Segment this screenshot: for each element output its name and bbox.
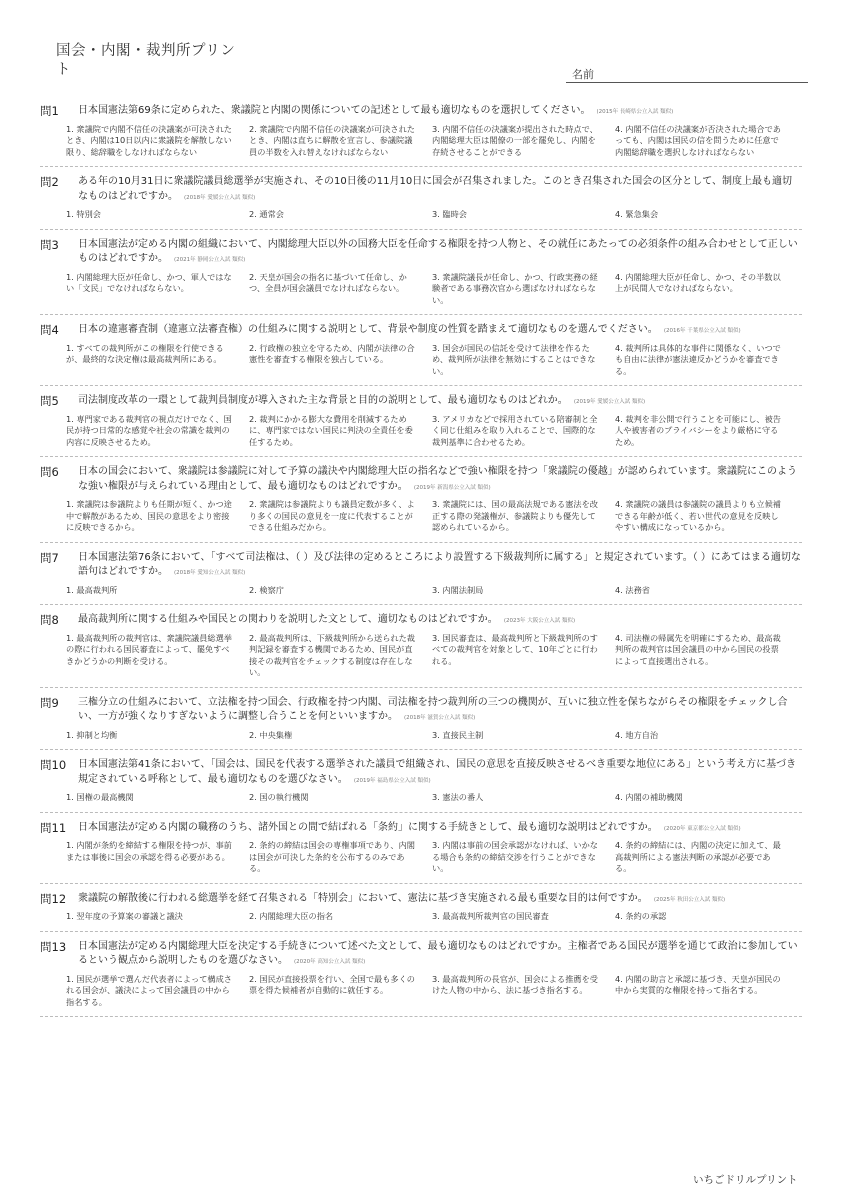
name-field[interactable] bbox=[566, 63, 808, 83]
footer-brand: いちごドリルプリント bbox=[693, 1174, 798, 1186]
answer-choices bbox=[66, 840, 802, 875]
answer-choices bbox=[66, 911, 802, 923]
question-source: (2019年 新潟県公立入試 類似) bbox=[413, 484, 491, 491]
question-number: 問3 bbox=[40, 237, 59, 252]
answer-choice-1[interactable]: 1. 内閣総理大臣が任命し、かつ、軍人ではない「文民」でなければならない。 bbox=[66, 271, 232, 293]
question-header bbox=[40, 238, 802, 268]
question-number: 問6 bbox=[40, 465, 59, 479]
answer-choice-2[interactable]: 2. 国民が直接投票を行い、全国で最も多くの票を得た候補者が自動的に就任する。 bbox=[249, 973, 415, 995]
answer-choice-3[interactable]: 3. 衆議院議長が任命し、かつ、行政実務の経験者である事務次官から選ばなければならない。 bbox=[432, 271, 598, 305]
answer-choice-1[interactable]: 1. 特別会 bbox=[66, 209, 101, 219]
question-header bbox=[40, 394, 802, 410]
question-source: (2021年 静岡公立入試 類似) bbox=[174, 257, 246, 263]
question-text: 日本の違憲審査制（違憲立法審査権）の仕組みに関する説明として、背景や制度の性質を踏まえて適切なものを選んでください。 bbox=[78, 324, 658, 335]
answer-choice-3[interactable]: 3. 最高裁判所の長官が、国会による推薦を受けた人物の中から、法に基づき指名する。 bbox=[432, 973, 598, 995]
answer-choice-1[interactable]: 1. 翌年度の予算案の審議と議決 bbox=[66, 911, 183, 921]
question-text: 日本国憲法第76条において、「すべて司法権は、（ ）及び法律の定めるところにより設置する下級裁判所に属する」と規定されています。（ ）にあてはまる適切な語句はどれですか。 bbox=[78, 551, 801, 577]
question-header bbox=[40, 940, 802, 970]
question-number: 問10 bbox=[40, 758, 67, 772]
question-number: 問11 bbox=[40, 820, 67, 835]
answer-choices bbox=[66, 633, 802, 679]
question-text: 三権分立の仕組みにおいて、立法権を持つ国会、行政権を持つ内閣、司法権を持つ裁判所の三つの機関が、互いに独立性を保ちながらその権限をチェックし合い、一方が強くなりすぎないように調整し合うことを何といいますか。 bbox=[78, 696, 788, 722]
question-1 bbox=[40, 104, 802, 167]
answer-choice-4[interactable]: 4. 緊急集会 bbox=[615, 209, 659, 219]
question-text-wrap bbox=[78, 940, 802, 970]
question-text: 最高裁判所に関する仕組みや国民との関わりを説明した文として、適切なものはどれですか。 bbox=[78, 614, 498, 625]
question-number: 問13 bbox=[40, 939, 67, 954]
question-2 bbox=[40, 175, 802, 230]
answer-choice-3[interactable]: 3. 憲法の番人 bbox=[432, 792, 484, 802]
question-source: (2020年 高知公立入試 類似) bbox=[294, 959, 366, 965]
question-number: 問1 bbox=[40, 104, 59, 118]
question-number: 問2 bbox=[40, 175, 59, 189]
question-source: (2015年 長崎県公立入試 類似) bbox=[596, 109, 674, 115]
question-source: (2018年 滋賀公立入試 類似) bbox=[404, 715, 476, 721]
question-text-wrap bbox=[78, 551, 802, 581]
answer-choice-4[interactable]: 4. 内閣総理大臣が任命し、かつ、その半数以上が民間人でなければならない。 bbox=[615, 271, 781, 293]
answer-choice-4[interactable]: 4. 法務省 bbox=[615, 584, 650, 595]
answer-choices bbox=[66, 792, 802, 804]
question-8 bbox=[40, 613, 802, 688]
question-header bbox=[40, 758, 802, 788]
question-header bbox=[40, 613, 802, 629]
question-number: 問4 bbox=[40, 323, 59, 337]
question-number: 問9 bbox=[40, 695, 59, 710]
question-source: (2023年 大阪公立入試 類似) bbox=[503, 618, 576, 624]
answer-choice-2[interactable]: 2. 最高裁判所は、下級裁判所から送られた裁判記録を審査する機関であるため、国民が直接その裁判官をチェックする制度は存在しない。 bbox=[249, 632, 415, 677]
answer-choice-2[interactable]: 2. 裁判にかかる膨大な費用を削減するために、専門家ではない国民に判決の全責任を委任するため。 bbox=[249, 413, 413, 447]
question-number: 問7 bbox=[40, 550, 59, 565]
answer-choices bbox=[66, 343, 802, 378]
question-10 bbox=[40, 758, 802, 813]
answer-choice-4[interactable]: 4. 内閣の補助機関 bbox=[615, 792, 683, 802]
answer-choice-1[interactable]: 1. 抑制と均衡 bbox=[66, 729, 118, 740]
question-text-wrap bbox=[78, 758, 802, 788]
question-source: (2019年 愛媛公立入試 類似) bbox=[573, 399, 646, 405]
answer-choices bbox=[66, 414, 802, 449]
question-header bbox=[40, 696, 802, 726]
question-source: (2020年 東京都公立入試 類似) bbox=[663, 825, 741, 832]
question-text: 日本国憲法が定める内閣の組織において、内閣総理大臣以外の国務大臣を任命する権限を持つ人物と、その就任にあたっての必須条件の組み合わせとして正しいものはどれですか。 bbox=[78, 238, 798, 264]
question-source: (2018年 愛媛公立入試 類似) bbox=[184, 194, 256, 201]
question-text-wrap bbox=[78, 821, 802, 837]
answer-choice-2[interactable]: 2. 内閣総理大臣の指名 bbox=[249, 911, 334, 921]
question-text: ある年の10月31日に衆議院議員総選挙が実施され、その10日後の11月10日に国会が召集されました。このとき召集された国会の区分として、制度上最も適切なものはどれですか。 bbox=[78, 176, 793, 202]
answer-choices bbox=[66, 585, 802, 597]
question-11 bbox=[40, 821, 802, 884]
question-text-wrap bbox=[78, 892, 802, 908]
answer-choice-2[interactable]: 2. 通常会 bbox=[249, 209, 284, 219]
answer-choice-3[interactable]: 3. アメリカなどで採用されている陪審制と全く同じ仕組みを取り入れることで、国際的な裁判基準に合わせるため。 bbox=[432, 413, 598, 447]
answer-choice-2[interactable]: 2. 行政権の独立を守るため、内閣が法律の合憲性を審査する権限を独占している。 bbox=[249, 342, 415, 364]
answer-choice-3[interactable]: 3. 衆議院には、国の最高法規である憲法を改正する際の発議権が、参議院よりも優先して認められているから。 bbox=[432, 499, 598, 532]
question-number: 問8 bbox=[40, 613, 59, 627]
question-list bbox=[40, 104, 802, 1025]
answer-choice-1[interactable]: 1. 専門家である裁判官の視点だけでなく、国民が持つ日常的な感覚や社会の常識を裁判の内容に反映させるため。 bbox=[66, 413, 232, 447]
question-text: 日本国憲法が定める内閣の職務のうち、諸外国との間で結ばれる「条約」に関する手続きとして、最も適切な説明はどれですか。 bbox=[78, 821, 658, 833]
question-5 bbox=[40, 394, 802, 457]
question-header bbox=[40, 892, 802, 908]
answer-choice-4[interactable]: 4. 裁判所は具体的な事件に関係なく、いつでも自由に法律が憲法違反かどうかを審査できる。 bbox=[615, 342, 781, 376]
question-6 bbox=[40, 465, 802, 543]
answer-choices bbox=[66, 974, 802, 1009]
answer-choice-4[interactable]: 4. 衆議院の議員は参議院の議員よりも立候補できる年齢が低く、若い世代の意見を反映しやすい構成になっているから。 bbox=[615, 499, 781, 532]
question-text: 日本の国会において、衆議院は参議院に対して予算の議決や内閣総理大臣の指名などで強い権限を持つ「衆議院の優越」が認められています。衆議院にこのような強い権限が与えられている理由として、最も適切なものはどれですか。 bbox=[78, 466, 797, 492]
question-text-wrap bbox=[78, 465, 802, 495]
answer-choices bbox=[66, 272, 802, 307]
answer-choice-2[interactable]: 2. 条約の締結は国会の専権事項であり、内閣は国会が可決した条約を公布するのみである。 bbox=[249, 840, 415, 873]
answer-choice-4[interactable]: 4. 条約の承認 bbox=[615, 911, 667, 921]
name-label: 名前 bbox=[572, 68, 594, 81]
answer-choice-2[interactable]: 2. 検察庁 bbox=[249, 584, 284, 595]
answer-choices bbox=[66, 730, 802, 742]
question-text-wrap bbox=[78, 175, 802, 205]
answer-choice-4[interactable]: 4. 司法権の帰属先を明確にするため、最高裁判所の裁判官は国会議員の中から国民の投票によって直接選出される。 bbox=[615, 632, 781, 666]
question-text: 司法制度改革の一環として裁判員制度が導入された主な背景と目的の説明として、最も適切なものはどれか。 bbox=[78, 395, 568, 406]
answer-choice-1[interactable]: 1. 衆議院で内閣不信任の決議案が可決されたとき、内閣は10日以内に衆議院を解散しない限り、総辞職をしなければならない bbox=[66, 123, 232, 157]
question-text-wrap bbox=[78, 104, 802, 120]
answer-choice-3[interactable]: 3. 内閣法制局 bbox=[432, 584, 484, 595]
question-text-wrap bbox=[78, 394, 802, 410]
answer-choices bbox=[66, 209, 802, 221]
page-header bbox=[0, 0, 849, 100]
question-header bbox=[40, 465, 802, 495]
question-header bbox=[40, 821, 802, 837]
question-header bbox=[40, 323, 802, 339]
question-text-wrap bbox=[78, 696, 802, 726]
question-text: 日本国憲法第41条において、「国会は、国民を代表する選挙された議員で組織され、国民の意思を直接反映させるべき重要な地位にある」という考え方に基づき規定されている呼称として、最も適切なものを選びなさい。 bbox=[78, 759, 797, 785]
question-text-wrap bbox=[78, 323, 802, 339]
question-header bbox=[40, 551, 802, 581]
question-text: 日本国憲法が定める内閣総理大臣を決定する手続きについて述べた文として、最も適切なものはどれですか。主権者である国民が選挙を通じて政治に参加しているという観点から説明したものを選びなさい。 bbox=[78, 940, 798, 966]
answer-choice-3[interactable]: 3. 直接民主制 bbox=[432, 729, 484, 740]
question-3 bbox=[40, 238, 802, 316]
question-text-wrap bbox=[78, 613, 802, 629]
question-7 bbox=[40, 551, 802, 606]
question-source: (2019年 福島県公立入試 類似) bbox=[353, 777, 431, 784]
answer-choice-4[interactable]: 4. 内閣の助言と承認に基づき、天皇が国民の中から実質的な権限を持って指名する。 bbox=[615, 973, 781, 995]
answer-choice-3[interactable]: 3. 内閣は事前の国会承認がなければ、いかなる場合も条約の締結交渉を行うことができない。 bbox=[432, 840, 598, 873]
answer-choice-4[interactable]: 4. 裁判を非公開で行うことを可能にし、被告人や被害者のプライバシーをより厳格に守るため。 bbox=[615, 413, 781, 447]
answer-choice-3[interactable]: 3. 国民審査は、最高裁判所と下級裁判所のすべての裁判官を対象として、10年ごとに行われる。 bbox=[432, 632, 598, 666]
question-text-wrap bbox=[78, 238, 802, 268]
answer-choice-3[interactable]: 3. 最高裁判所裁判官の国民審査 bbox=[432, 911, 549, 921]
answer-choices bbox=[66, 499, 802, 534]
answer-choice-3[interactable]: 3. 内閣不信任の決議案が提出された時点で、内閣総理大臣は閣僚の一部を罷免し、内閣を存続させることができる bbox=[432, 123, 598, 157]
answer-choice-2[interactable]: 2. 中央集権 bbox=[249, 729, 293, 740]
answer-choice-4[interactable]: 4. 内閣不信任の決議案が否決された場合であっても、内閣は国民の信を問うために任意で内閣総辞職を選択しなければならない bbox=[615, 123, 781, 157]
answer-choice-3[interactable]: 3. 臨時会 bbox=[432, 209, 467, 219]
answer-choice-4[interactable]: 4. 条約の締結には、内閣の決定に加えて、最高裁判所による憲法判断の承認が必要である。 bbox=[615, 840, 781, 873]
question-4 bbox=[40, 323, 802, 386]
answer-choices bbox=[66, 124, 802, 159]
question-9 bbox=[40, 696, 802, 751]
question-source: (2016年 千葉県公立入試 類似) bbox=[663, 328, 741, 334]
question-number: 問12 bbox=[40, 891, 67, 906]
answer-choice-1[interactable]: 1. 最高裁判所 bbox=[66, 584, 118, 595]
answer-choice-1[interactable]: 1. 国権の最高機関 bbox=[66, 792, 134, 802]
question-source: (2018年 愛知公立入試 類似) bbox=[174, 570, 246, 576]
answer-choice-1[interactable]: 1. 衆議院は参議院よりも任期が短く、かつ途中で解散があるため、国民の意思をより密接に反映できるから。 bbox=[66, 499, 232, 532]
answer-choice-1[interactable]: 1. 内閣が条約を締結する権限を持つが、事前または事後に国会の承認を得る必要がある。 bbox=[66, 840, 232, 862]
question-source: (2025年 秋田公立入試 類似) bbox=[653, 896, 726, 903]
question-header bbox=[40, 175, 802, 205]
answer-choice-3[interactable]: 3. 国会が国民の信託を受けて法律を作るため、裁判所が法律を無効にすることはできない。 bbox=[432, 342, 596, 376]
answer-choice-2[interactable]: 2. 衆議院で内閣不信任の決議案が可決されたとき、内閣は直ちに解散を宣言し、参議院議員の半数を入れ替えなければならない bbox=[249, 123, 415, 157]
answer-choice-1[interactable]: 1. 最高裁判所の裁判官は、衆議院議員総選挙の際に行われる国民審査によって、罷免すべきかどうかの判断を受ける。 bbox=[66, 632, 232, 666]
answer-choice-2[interactable]: 2. 衆議院は参議院よりも議員定数が多く、より多くの国民の意見を一度に代表することができる仕組みだから。 bbox=[249, 499, 415, 532]
question-text: 衆議院の解散後に行われる総選挙を経て召集される「特別会」において、憲法に基づき実施される最も重要な目的は何ですか。 bbox=[78, 892, 648, 904]
question-header bbox=[40, 104, 802, 120]
answer-choice-1[interactable]: 1. 国民が選挙で選んだ代表者によって構成される国会が、議決によって国会議員の中から指名する。 bbox=[66, 973, 232, 1007]
question-12 bbox=[40, 892, 802, 932]
answer-choice-2[interactable]: 2. 国の執行機関 bbox=[249, 792, 309, 802]
question-text: 日本国憲法第69条に定められた、衆議院と内閣の関係についての記述として最も適切なものを選択してください。 bbox=[78, 105, 591, 116]
answer-choice-2[interactable]: 2. 天皇が国会の指名に基づいて任命し、かつ、全員が国会議員でなければならない。 bbox=[249, 271, 407, 293]
answer-choice-1[interactable]: 1. すべての裁判所がこの権限を行使できるが、最終的な決定権は最高裁判所にある。 bbox=[66, 342, 224, 364]
page-title: 国会・内閣・裁判所プリント bbox=[56, 43, 236, 78]
question-13 bbox=[40, 940, 802, 1018]
question-number: 問5 bbox=[40, 394, 59, 408]
answer-choice-4[interactable]: 4. 地方自治 bbox=[615, 729, 659, 740]
